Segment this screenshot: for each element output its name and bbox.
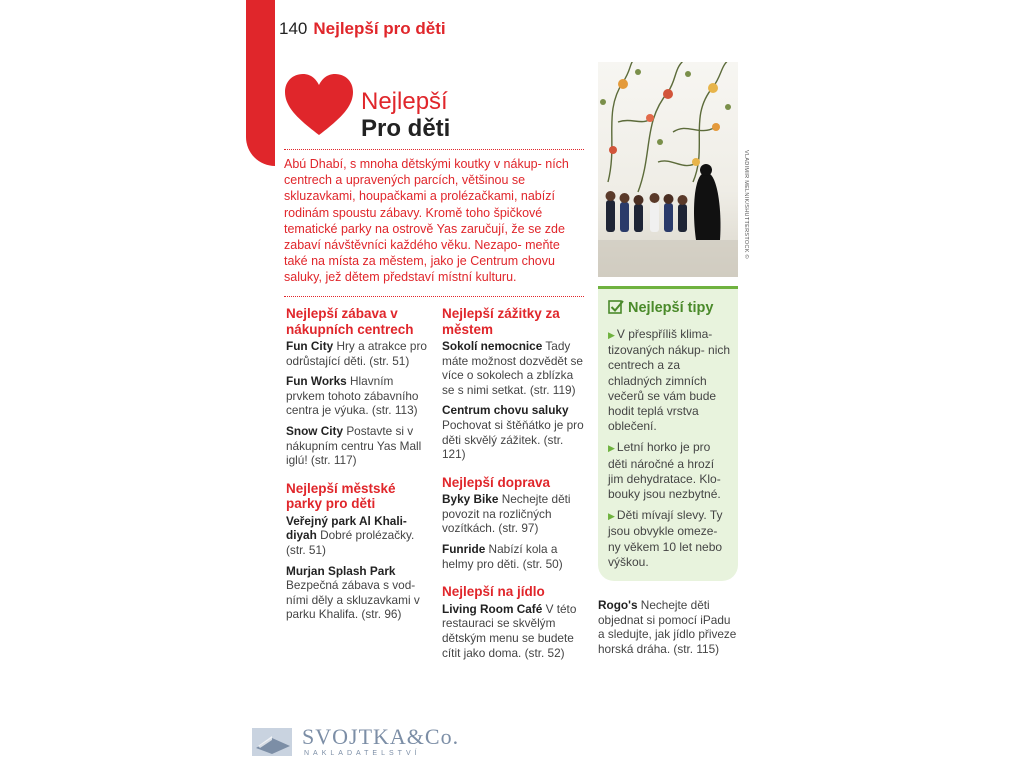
divider-bottom <box>284 296 584 297</box>
logo-name: SVOJTKA&Co. <box>302 724 460 749</box>
entry <box>442 339 587 397</box>
entry <box>286 339 434 368</box>
entry <box>442 492 587 536</box>
section-title-line1: Nejlepší <box>361 88 448 115</box>
entry-desc: V této restauraci se skvělým dětským menu se budete cítit jako doma. (str. 52) <box>442 601 577 660</box>
tips-heading-text: Nejlepší tipy <box>628 300 714 316</box>
section-heading: Nejlepší zážitky za městem <box>442 306 560 337</box>
tip-text: V přespříliš klima- tizovaných nákup- nich centrech a za chladných zimních večerů se vám bude hodit teplá vrstva oblečení. <box>608 327 731 434</box>
entry <box>442 602 587 660</box>
entry-name: Rogo's <box>598 598 638 612</box>
column-middle <box>442 306 587 666</box>
section-title-line2: Pro děti <box>361 115 451 142</box>
column-left <box>286 306 434 628</box>
entry-desc: Postavte si v nákupním centru Yas Mall iglú! (str. 117) <box>286 423 422 468</box>
section-shopping-fun <box>286 306 434 468</box>
entry-rogos <box>598 598 738 656</box>
section-heading: Nejlepší na jídlo <box>442 584 545 600</box>
entry <box>286 514 434 558</box>
divider-top <box>284 149 584 150</box>
entry <box>286 374 434 418</box>
entry-name: Fun City <box>286 339 334 353</box>
section-food <box>442 584 587 660</box>
section-heading: Nejlepší zábava v nákupních centrech <box>286 306 414 337</box>
entry-desc: Nechejte děti povozit na rozličných vozítkách. (str. 97) <box>442 492 571 536</box>
photo-mosque-children <box>598 62 738 277</box>
entry-name: Living Room Café <box>442 601 543 616</box>
section-heading: Nejlepší doprava <box>442 474 551 490</box>
entry-desc: Hry a atrakce pro odrůstající děti. (str. 51) <box>286 339 427 368</box>
entry-name: Snow City <box>286 423 344 438</box>
entry-name: Murjan Splash Park <box>286 563 396 578</box>
entry <box>286 424 434 468</box>
heart-icon <box>284 73 354 137</box>
chapter-tab <box>246 0 275 166</box>
triangle-bullet-icon: ▶ <box>608 330 615 340</box>
section-heading: Nejlepší městské parky pro děti <box>286 480 396 512</box>
photo-credit-text: VLADIMIR MELNIK/SHUTTERSTOCK © <box>743 150 749 259</box>
triangle-bullet-icon: ▶ <box>608 511 615 522</box>
tips-heading <box>608 299 713 319</box>
entry <box>286 564 434 622</box>
tip-item <box>608 327 732 434</box>
running-title: Nejlepší pro děti <box>313 19 446 38</box>
publisher-logo <box>250 724 490 764</box>
page-header <box>279 19 446 39</box>
tips-list <box>608 327 732 576</box>
book-logo-icon <box>250 726 296 758</box>
section-outside-city <box>442 306 587 462</box>
entry-name: Fun Works <box>286 374 347 389</box>
tip-item <box>608 508 732 570</box>
entry-desc: Hlavním prvkem tohoto zábavního centra je výuka. (str. 113) <box>286 374 419 418</box>
tip-text: Letní horko je pro děti náročné a hrozí jim dehydratace. Klo- bouky jsou nezbytné. <box>608 440 721 502</box>
entry-desc: Bezpečná zábava s vod- ními děly a skluzavkami v parku Khalifa. (str. 96) <box>286 578 420 622</box>
section-transport <box>442 475 587 571</box>
entry-name: Centrum chovu saluky <box>442 403 569 418</box>
entry <box>442 542 587 571</box>
entry-desc: Pochovat si štěňátko je pro děti skvělý zážitek. (str. 121) <box>442 417 584 462</box>
entry-name: Sokolí nemocnice <box>442 339 543 353</box>
entry-desc: Nabízí kola a helmy pro děti. (str. 50) <box>442 542 563 571</box>
checkbox-icon <box>608 299 624 319</box>
entry-desc: Tady máte možnost dozvědět se více o sokolech a zblízka se s nimi setkat. (str. 119) <box>442 339 583 397</box>
tip-text: Děti mívají slevy. Ty jsou obvykle omeze- ny věkem 10 let nebo výškou. <box>608 508 723 569</box>
entry-desc: Dobré prolézačky. (str. 51) <box>286 528 415 557</box>
photo-credit <box>741 150 749 270</box>
entry-name: Funride <box>442 542 486 557</box>
page-number: 140 <box>279 19 308 38</box>
entry-name: Byky Bike <box>442 492 499 507</box>
tip-item <box>608 440 732 502</box>
logo-subtitle: NAKLADATELSTVÍ <box>304 750 421 757</box>
triangle-bullet-icon: ▶ <box>608 443 615 454</box>
entry-desc: Nechejte děti objednat si pomocí iPadu a sledujte, jak jídlo přiveze horská dráha. (str. 115) <box>598 598 737 656</box>
entry-name: Veřejný park Al Khali- diyah <box>286 513 407 543</box>
intro-paragraph: Abú Dhabí, s mnoha dětskými koutky v nákup- ních centrech a upravených parcích, většinou se skluzavkami, houpačkami a prolézačkami, nabízí rodinám spoustu zábavy. Kromě toho špičkové tematické parky na ostrově Yas zaručují, že se zde zabaví návštěvníci každého věku. Nezapo- meňte také na místa za městem, jako je Centrum chovu saluky, jež dětem představí místní kulturu. <box>284 157 569 285</box>
section-city-parks <box>286 481 434 622</box>
tips-box <box>598 286 738 581</box>
entry <box>442 403 587 461</box>
